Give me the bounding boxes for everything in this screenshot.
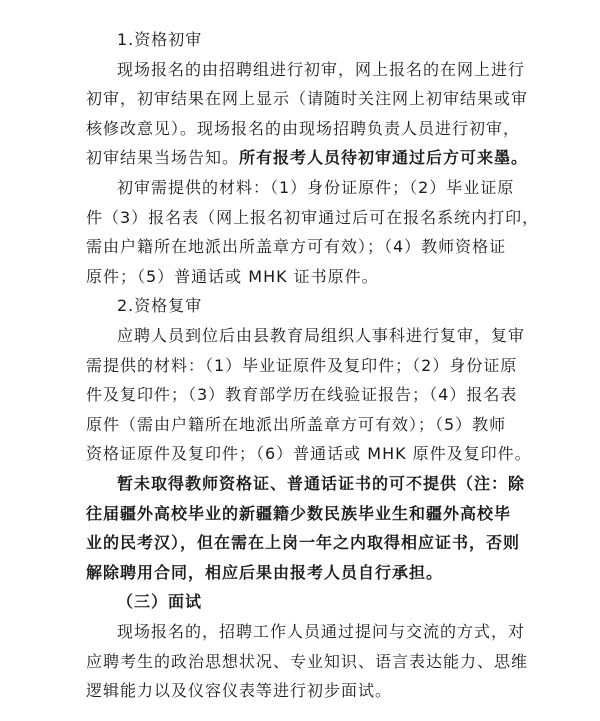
section1-heading: 1.资格初审 bbox=[117, 30, 203, 49]
section3-heading: （三）面试 bbox=[117, 592, 203, 612]
section1-para1-line4-bold: 所有报考人员待初审通过后方可来墨。 bbox=[239, 148, 529, 168]
section2-para-line1: 应聘人员到位后由县教育局组织人事科进行复审，复审 bbox=[117, 326, 526, 345]
section1-para1-line1: 现场报名的由招聘组进行初审，网上报名的在网上进行 bbox=[117, 59, 526, 79]
section1-para1-line4-normal: 初审结果当场告知。 bbox=[86, 148, 240, 168]
section3-para-line3: 逻辑能力以及仪容仪表等进行初步面试。 bbox=[86, 681, 393, 701]
section2-para-line5: 资格证原件及复印件；（6）普通话或 MHK 原件及复印件。 bbox=[86, 444, 532, 464]
section1-para2-line3: 需由户籍所在地派出所盖章方可有效）；（4）教师资格证 bbox=[86, 237, 507, 257]
section2-heading: 2.资格复审 bbox=[117, 296, 203, 316]
section2-para-line2: 需提供的材料：（1）毕业证原件及复印件；（2）身份证原 bbox=[86, 355, 518, 375]
section2-para-line3: 件及复印件；（3）教育部学历在线验证报告；（4）报名表 bbox=[86, 385, 518, 405]
section1-para1-line4 bbox=[86, 148, 528, 168]
section1-para2-line4: 原件；（5）普通话或 MHK 证书原件。 bbox=[86, 266, 379, 286]
section1-para1-line2: 初审，初审结果在网上显示（请随时关注网上初审结果或审 bbox=[86, 89, 529, 109]
section1-para2-line1: 初审需提供的材料：（1）身份证原件；（2）毕业证原 bbox=[117, 178, 515, 197]
section2-para-line4: 原件（需由户籍所在地派出所盖章方可有效）；（5）教师 bbox=[86, 414, 507, 434]
section3-para-line1: 现场报名的，招聘工作人员通过提问与交流的方式，对 bbox=[117, 622, 526, 641]
section3-para-line2: 应聘考生的政治思想状况、专业知识、语言表达能力、思维 bbox=[86, 651, 529, 671]
section2-bold-line3: 业的民考汉），但在需在上岗一年之内取得相应证书，否则 bbox=[86, 533, 521, 553]
section2-bold-line1: 暂未取得教师资格证、普通话证书的可不提供（注：除 bbox=[117, 474, 526, 493]
section2-bold-line2: 往届疆外高校毕业的新疆籍少数民族毕业生和疆外高校毕 bbox=[86, 503, 512, 523]
section1-para1-line3: 核修改意见）。现场报名的由现场招聘负责人员进行初审， bbox=[86, 118, 521, 138]
section1-para2-line2: 件（3）报名表（网上报名初审通过后可在报名系统内打印， bbox=[86, 207, 540, 227]
section2-bold-line4: 解除聘用合同，相应后果由报考人员自行承担。 bbox=[86, 562, 444, 582]
